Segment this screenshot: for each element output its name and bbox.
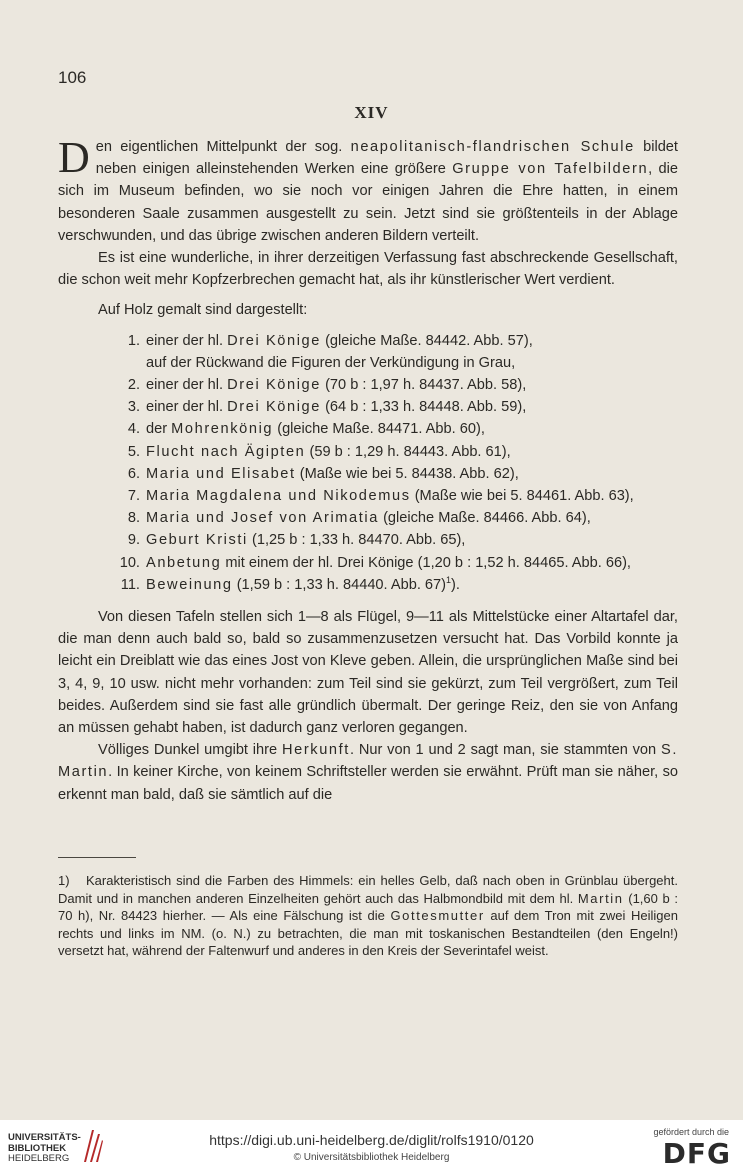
work-item: 1. einer der hl. Drei Könige (gleiche Maße. 84442. Abb. 57), auf der Rückwand die Figuren der Verkündigung in Grau,: [127, 332, 533, 371]
work-item: 10. Anbetung mit einem der hl. Drei Könige (1,20 b : 1,52 h. 84465. Abb. 66),: [119, 554, 631, 571]
page-number: 106: [58, 68, 87, 87]
works-list: [58, 330, 678, 596]
work-item: 6. Maria und Elisabet (Maße wie bei 5. 84438. Abb. 62),: [127, 465, 519, 482]
work-item: 7. Maria Magdalena und Nikodemus (Maße wie bei 5. 84461. Abb. 63),: [127, 488, 634, 505]
main-text: [58, 133, 678, 806]
work-item: 5. Flucht nach Ägipten (59 b : 1,29 h. 84443. Abb. 61),: [127, 443, 511, 460]
paragraph-intro: D en eigentlichen Mittelpunkt der sog. neapolitanisch-flandrischen Schule bildet neben einigen alleinstehenden Werken eine größere Gruppe von Tafelbildern, die sich im Museum befinden, wo sie noch vor einigen Jahren die Ehre hatten, in einem besonderen Saale zusammen ausgestellt zu sein. Jetzt sind sie größtenteils in der Ablage verschwunden, und das übrige zwischen anderen Bildern verteilt.: [58, 133, 678, 244]
copyright-notice: © Universitätsbibliothek Heidelberg: [293, 1152, 450, 1163]
work-item: 9. Geburt Kristi (1,25 b : 1,33 h. 84470. Abb. 65),: [127, 532, 466, 549]
dfg-caption: gefördert durch die: [653, 1127, 729, 1137]
library-logo[interactable]: UNIVERSITÄTS- BIBLIOTHEK HEIDELBERG: [8, 1132, 81, 1164]
dfg-logo[interactable]: DFG: [662, 1137, 731, 1170]
work-item: 2. einer der hl. Drei Könige (70 b : 1,97 h. 84437. Abb. 58),: [127, 377, 527, 394]
paragraph-list-intro: Auf Holz gemalt sind dargestellt:: [98, 302, 308, 319]
work-item: 8. Maria und Josef von Arimatia (gleiche Maße. 84466. Abb. 64),: [127, 510, 591, 527]
permalink-url[interactable]: https://digi.ub.uni-heidelberg.de/diglit/rolfs1910/0120: [209, 1132, 534, 1148]
footnote: 1) Karakteristisch sind die Farben des Himmels: ein helles Gelb, daß nach oben in Grünblau übergeht. Damit und in manchen anderen Einzelheiten gehört auch das Halbmondbild mit dem hl. Martin (1,60 b : 70 h), Nr. 84423 hierher. — Als eine Fälschung ist die Gottesmutter auf dem Tron mit zwei Heiligen rechts und links im NM. (o. N.) zu betrachten, die man mit toskanischen Bestandteilen (den Engeln!) versetzt hat, während der Faltenwurf und anderes in den Kreis der Severintafel weist.: [58, 873, 678, 959]
work-item: 11. Beweinung (1,59 b : 1,33 h. 84440. Abb. 67)$^1$).: [120, 575, 460, 593]
drop-cap: D: [58, 133, 90, 182]
work-item: 4. der Mohrenkönig (gleiche Maße. 84471. Abb. 60),: [127, 421, 485, 438]
paragraph-panels: Von diesen Tafeln stellen sich 1—8 als Flügel, 9—11 als Mittelstücke einer Altartafel dar, die man denn auch bald so, bald so zusammenzusetzen versucht hat. Das Vorbild konnte ja leicht ein Dreiblatt wie das eines Jost von Kleve geben. Allein, die ursprünglichen Maße sind bei 3, 4, 9, 10 usw. nicht mehr vorhanden: zum Teil sind sie gekürzt, zum Teil vergrößert, zum Teil beides. Außerdem sind sie fast alle gründlich übermalt. Der geringe Reiz, den sie von Anfang an müssen gehabt haben, ist dadurch ganz verloren gegangen.: [58, 609, 678, 737]
work-item: 3. einer der hl. Drei Könige (64 b : 1,33 h. 84448. Abb. 59),: [127, 399, 527, 416]
viewer-footer: [0, 1120, 743, 1172]
paragraph-provenance: Völliges Dunkel umgibt ihre Herkunft. Nur von 1 und 2 sagt man, sie stammten von S. Martin. In keiner Kirche, von keinem Schriftsteller werden sie erwähnt. Prüft man sie näher, so erkennt man bald, daß sie sämtlich auf die: [58, 742, 678, 803]
paragraph-society: Es ist eine wunderliche, in ihrer derzeitigen Verfassung fast abschreckende Gesellschaft, die schon weit mehr Kopfzerbrechen gemacht hat, als ihr künstlerischer Wert verdient.: [58, 250, 678, 289]
chapter-heading: XIV: [354, 103, 389, 122]
footnote-rule: [58, 857, 136, 858]
